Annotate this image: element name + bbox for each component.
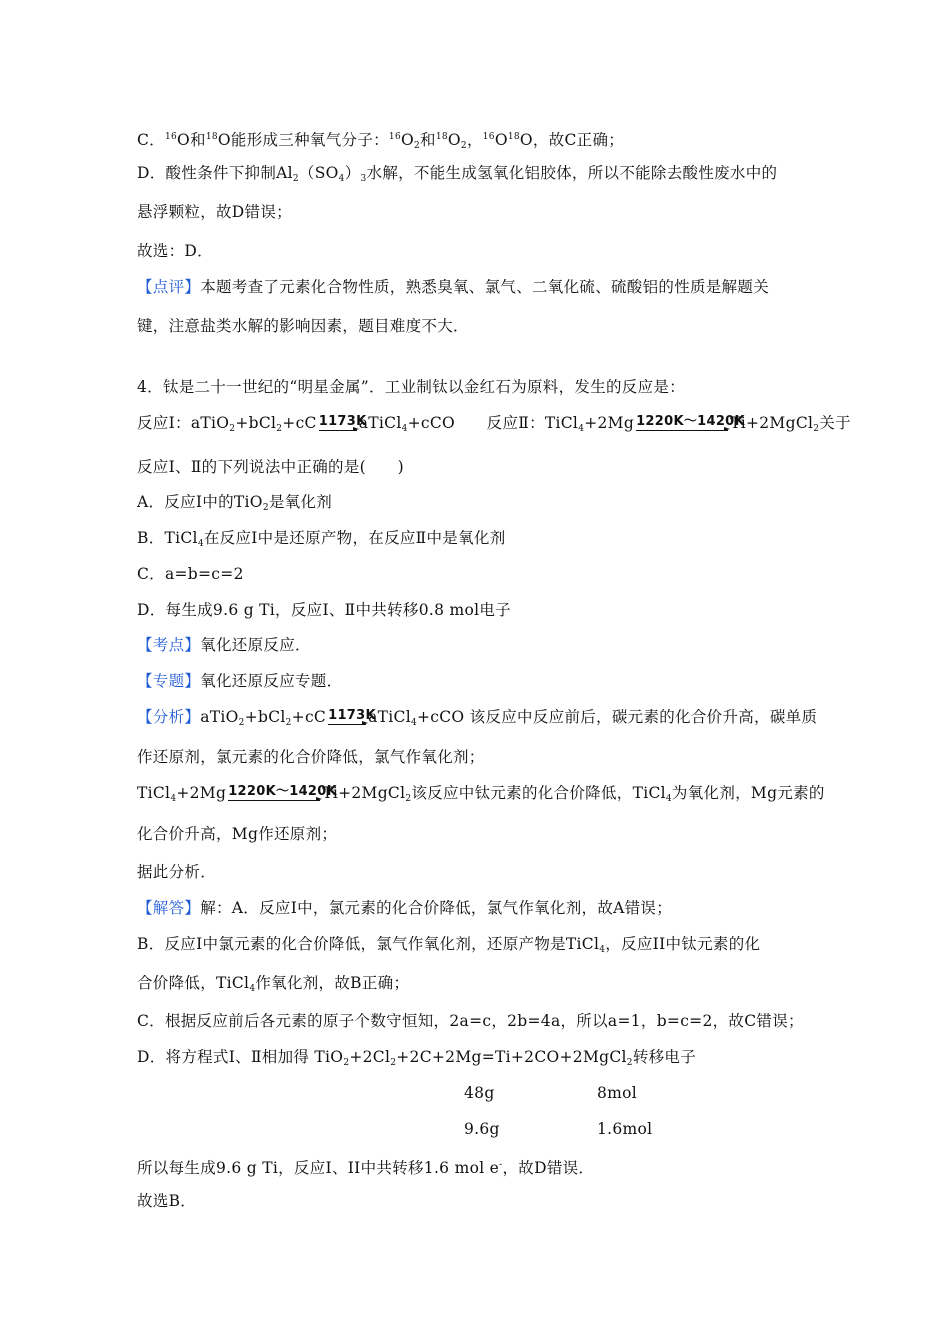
- knowledge-point-tag: 【考点】: [137, 636, 201, 654]
- option-c-analysis: C．$^{16}$O和$^{18}$O能形成三种氧气分子：$^{16}O_2$和$^{18}O_2$，$^{16}O^{18}O$，故C正确；: [137, 131, 625, 151]
- option-d: D．每生成9.6 g Ti，反应Ⅰ、Ⅱ中共转移0.8 mol电子: [137, 601, 511, 619]
- reaction-arrow-1220k-1420k: 1220K～1420K: [636, 414, 745, 429]
- option-a: A．反应Ⅰ中的TiO$_2$是氧化剂: [137, 493, 333, 513]
- analysis-tag: 【分析】: [137, 708, 201, 726]
- topic: 【专题】氧化还原反应专题．: [137, 672, 343, 690]
- calc-mass-2: 9.6g: [464, 1120, 500, 1138]
- calc-mol-2: 1.6mol: [597, 1120, 653, 1138]
- analysis-line3: TiCl$_4$+2Mg 1220K～1420K Ti+2MgCl$_2$该反应中钛元素的化合价降低，TiCl$_4$为氧化剂，Mg元素的: [137, 784, 825, 804]
- option-d-analysis-line1: D．酸性条件下抑制$Al_2(SO_4)_3$水解，不能生成氢氧化铝胶体，所以不能除去酸性废水中的: [137, 164, 778, 184]
- calc-mol-1: 8mol: [597, 1084, 638, 1102]
- calc-mass-1: 48g: [464, 1084, 495, 1102]
- comment-tag: 【点评】: [137, 278, 201, 296]
- reaction-equations: 反应Ⅰ：aTiO$_2$+bCl$_2$+cC 1173K aTiCl$_4$+cCO 反应Ⅱ：TiCl$_4$+2Mg 1220K～1420K Ti+2MgCl$_2$关于: [137, 414, 851, 434]
- comment-line1: 【点评】本题考查了元素化合物性质，熟悉臭氧、氯气、二氧化硫、硫酸铝的性质是解题关: [137, 278, 770, 296]
- question-stem: 4．钛是二十一世纪的“明星金属”．工业制钛以金红石为原料，发生的反应是：: [137, 378, 686, 396]
- final-answer: 故选B．: [137, 1192, 197, 1210]
- reaction-arrow-1173k: 1173K: [318, 414, 367, 429]
- option-d-analysis-line2: 悬浮颗粒，故D错误；: [137, 203, 292, 221]
- analysis-arrow-1220k-1420k: 1220K～1420K: [228, 784, 337, 799]
- solution-b-line2: 合价降低，TiCl$_4$作氧化剂，故B正确；: [137, 974, 410, 994]
- comment-line2: 键，注意盐类水解的影响因素，题目难度不大．: [137, 317, 469, 335]
- topic-tag: 【专题】: [137, 672, 201, 690]
- analysis-line5: 据此分析．: [137, 863, 217, 881]
- option-c: C．a=b=c=2: [137, 565, 244, 583]
- knowledge-point: 【考点】氧化还原反应．: [137, 636, 311, 654]
- answer-select: 故选：D．: [137, 242, 213, 260]
- solution-tag: 【解答】: [137, 899, 201, 917]
- solution-conclusion: 所以每生成9.6 g Ti，反应I、II中共转移1.6 mol e-，故D错误．: [137, 1159, 595, 1177]
- analysis-arrow-1173k: 1173K: [328, 708, 376, 723]
- option-b: B．TiCl$_4$在反应Ⅰ中是还原产物，在反应Ⅱ中是氧化剂: [137, 529, 506, 549]
- analysis-line4: 化合价升高，Mg作还原剂；: [137, 825, 338, 843]
- question-prompt: 反应Ⅰ、Ⅱ的下列说法中正确的是( ): [137, 458, 404, 476]
- solution-d: D．将方程式Ⅰ、Ⅱ相加得 $TiO_2+2Cl_2+2C+2Mg=Ti+2CO+2MgCl_2$转移电子: [137, 1048, 697, 1068]
- solution-b-line1: B．反应Ⅰ中氯元素的化合价降低，氯气作氧化剂，还原产物是TiCl$_4$，反应II中钛元素的化: [137, 935, 761, 955]
- analysis-line2: 作还原剂，氯元素的化合价降低，氯气作氧化剂；: [137, 748, 485, 766]
- solution-c: C．根据反应前后各元素的原子个数守恒知，2a=c，2b=4a，所以a=1，b=c=2，故C错误；: [137, 1012, 804, 1030]
- analysis-line1: 【分析】aTiO$_2$+bCl$_2$+cC 1173K aTiCl$_4$+cCO 该反应中反应前后，碳元素的化合价升高，碳单质: [137, 708, 818, 728]
- solution-line1: 【解答】解：A．反应Ⅰ中，氯元素的化合价降低，氯气作氧化剂，故A错误；: [137, 899, 673, 917]
